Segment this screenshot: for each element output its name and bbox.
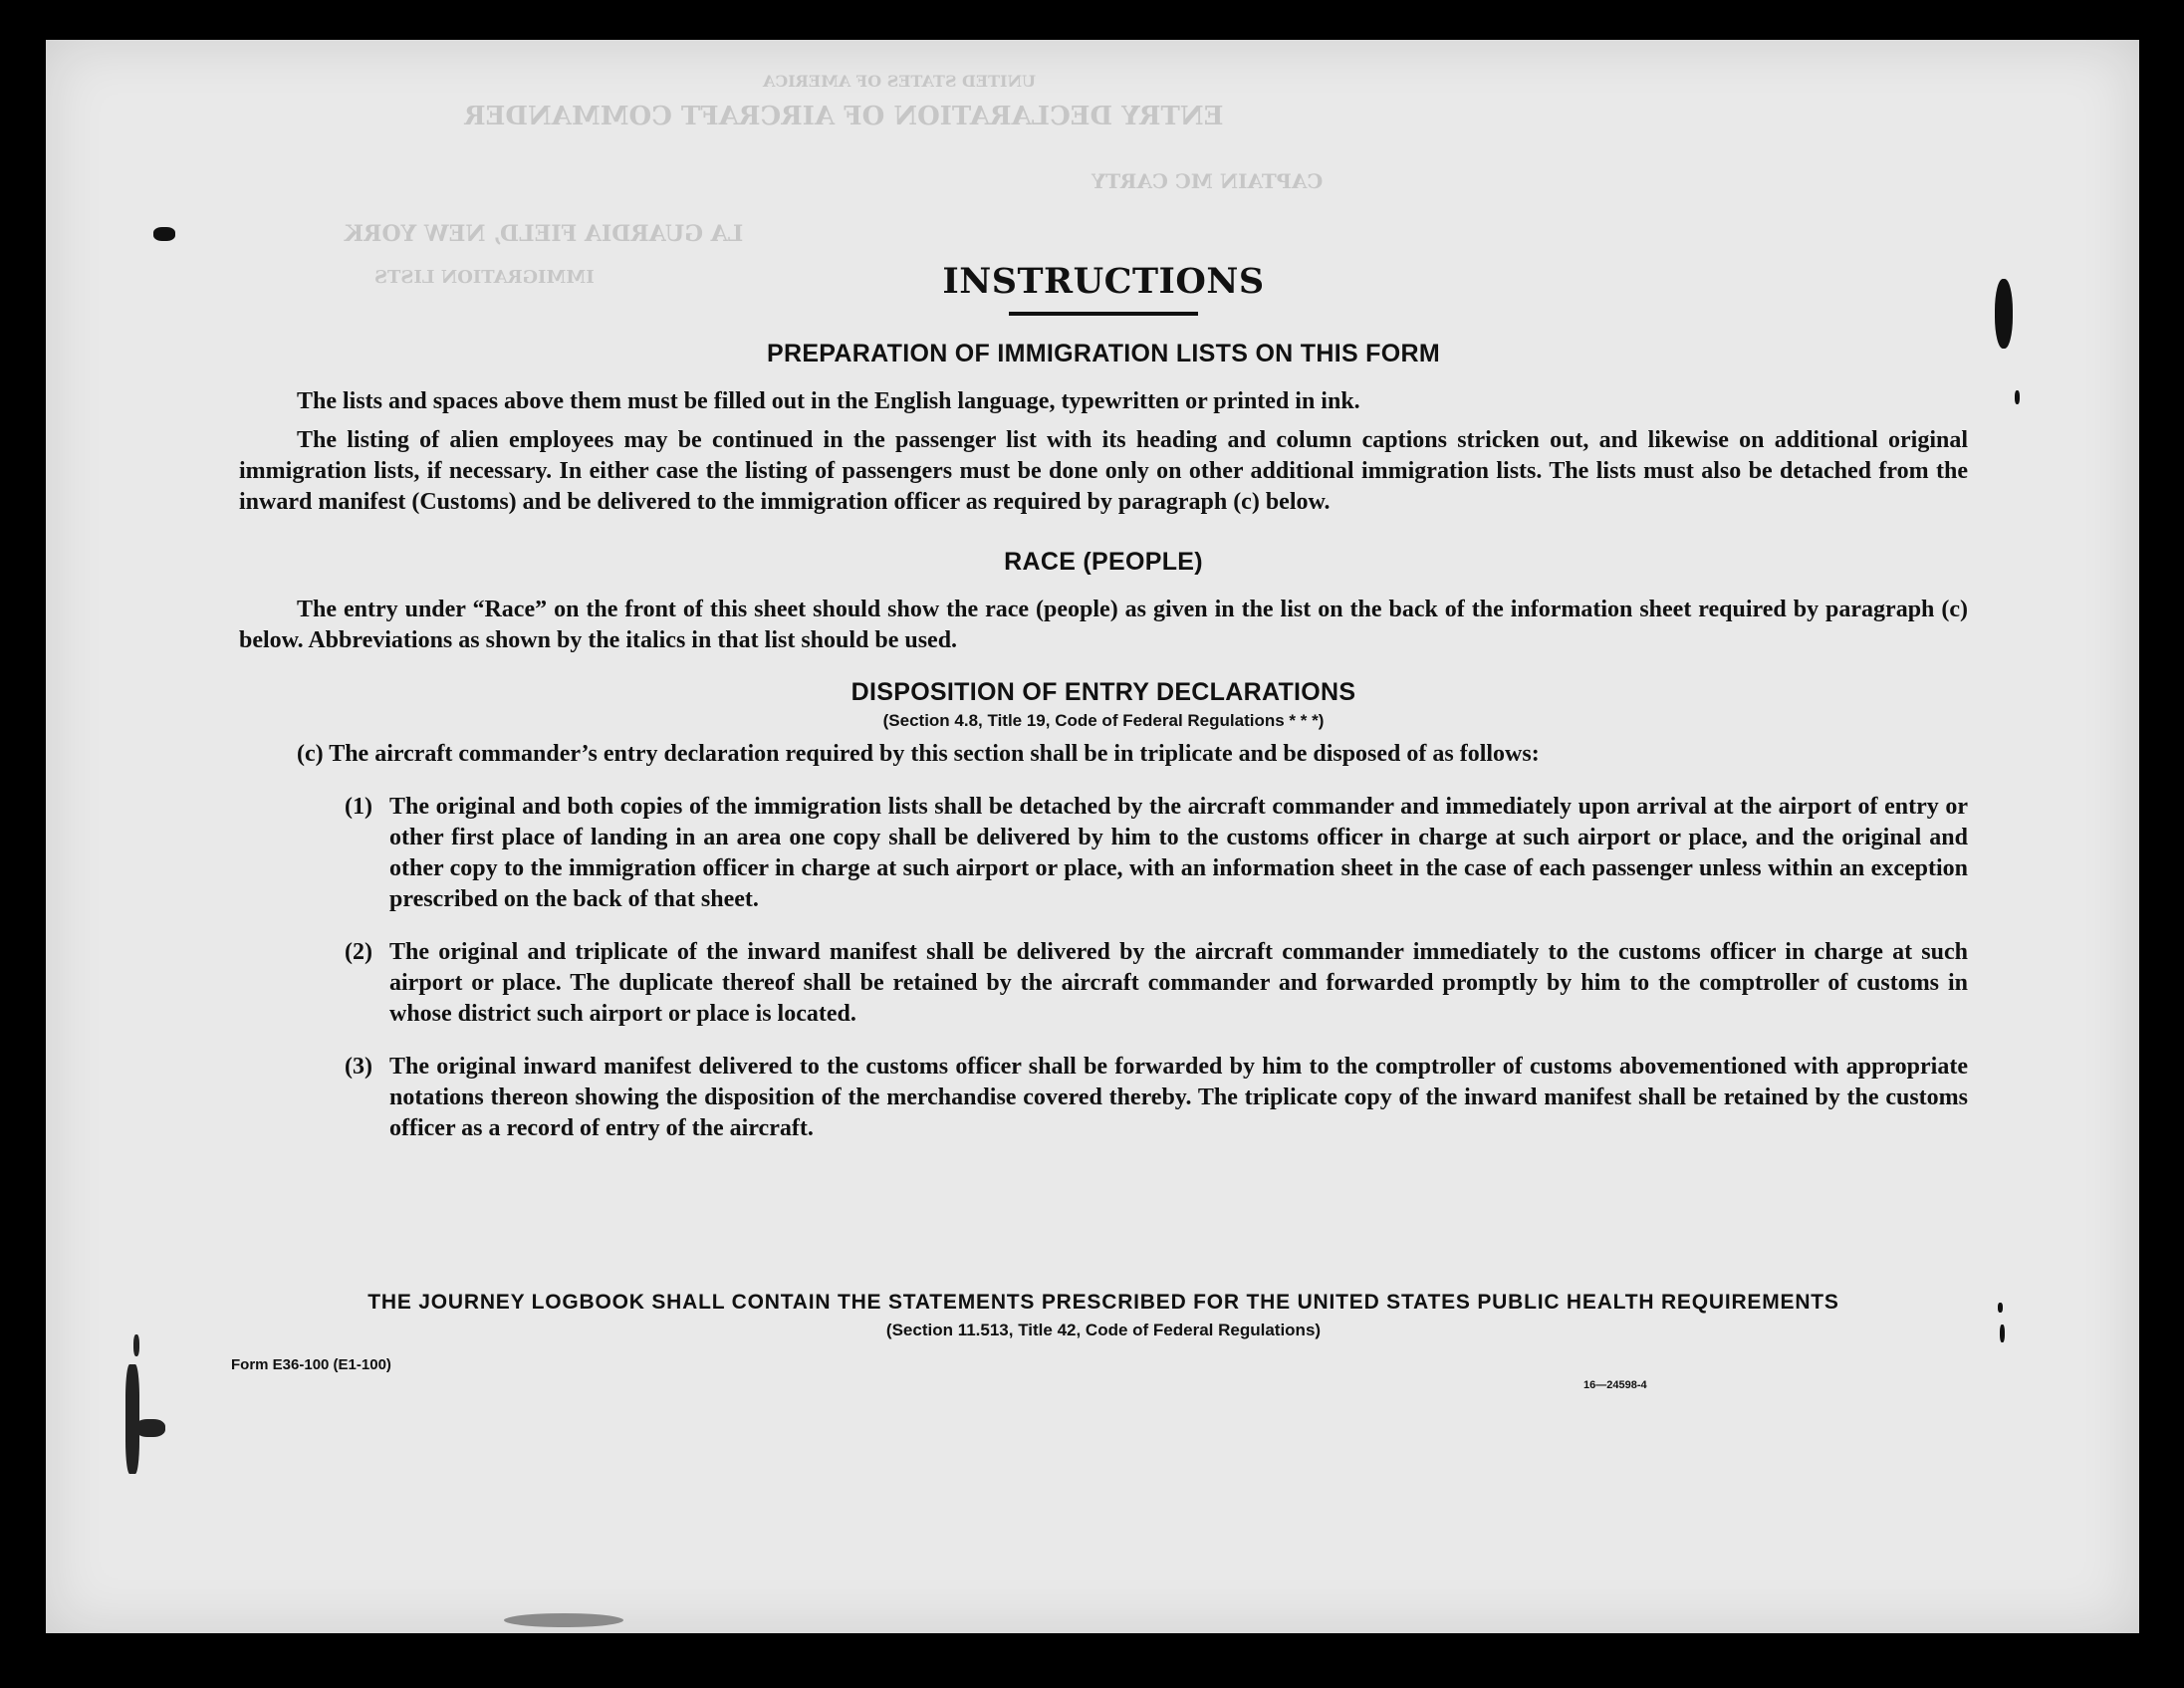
page-title: INSTRUCTIONS [942,261,1265,302]
section-heading-race: RACE (PEOPLE) [1004,548,1203,576]
bleed-through-text: LA GUARDIA FIELD, NEW YORK [345,221,744,247]
ink-speck [1995,279,2013,349]
preparation-paragraph-1: The lists and spaces above them must be filled out in the English language, typewritten or printed in ink. [297,388,1360,414]
list-item [345,792,1968,915]
footer-statement: THE JOURNEY LOGBOOK SHALL CONTAIN THE STATEMENTS PRESCRIBED FOR THE UNITED STATES PUBLIC HEALTH REQUIREMENTS [367,1291,1839,1314]
list-item-number: (3) [345,1054,372,1080]
disposition-paragraph-c: (c) The aircraft commander’s entry declaration required by this section shall be in triplicate and be disposed of as follows: [297,741,1540,767]
list-item-number: (2) [345,939,372,965]
list-item-number: (1) [345,794,372,820]
disposition-citation: (Section 4.8, Title 19, Code of Federal Regulations * * *) [882,711,1325,730]
ink-speck [2000,1325,2005,1342]
bleed-through-text: IMMIGRATION LISTS [374,267,595,288]
footer-citation: (Section 11.513, Title 42, Code of Federal Regulations) [885,1321,1322,1339]
form-number: Form E36-100 (E1-100) [231,1356,391,1373]
list-item [345,937,1968,1030]
bleed-through-text: CAPTAIN MC CARTY [1092,169,1324,193]
ink-speck [133,1334,139,1356]
instructions-body [239,261,1968,1144]
section-heading-preparation: PREPARATION OF IMMIGRATION LISTS ON THIS FORM [767,340,1440,367]
list-item-text: The original and both copies of the immigration lists shall be detached by the aircraft commander and immediately upon arrival at the airport of entry or other first place of landing in an area one copy shall be delivered by him to the customs officer in charge at such airport or place, and the original and other copy to the immigration officer in charge at such airport or place, with an information sheet in the case of each passenger unless within an exception prescribed on the back of that sheet. [389,794,1968,912]
list-item-text: The original and triplicate of the inward manifest shall be delivered by the aircraft commander immediately to the customs officer in charge at such airport or place. The duplicate thereof shall be retained by the aircraft commander and forwarded promptly by him to the comptroller of customs in whose district such airport or place is located. [389,939,1968,1027]
ink-speck [2015,390,2020,404]
preparation-paragraph-2: The listing of alien employees may be continued in the passenger list with its heading and column captions stricken out, and likewise on additional original immigration lists, if necessary. In either case the listing of passengers must be done only on other additional immigration lists. The lists must also be detached from the inward manifest (Customs) and be delivered to the immigration officer as required by paragraph (c) below. [239,427,1968,515]
print-code: 16—24598-4 [1583,1379,1647,1391]
ink-speck [125,1364,139,1474]
race-paragraph: The entry under “Race” on the front of this sheet should show the race (people) as given in the list on the back of the information sheet required by paragraph (c) below. Abbreviations as shown by the italics in that list should be used. [239,597,1968,653]
ink-speck [504,1613,623,1627]
bleed-through-text: ENTRY DECLARATION OF AIRCRAFT COMMANDER [464,102,1224,131]
title-underline [1009,312,1198,316]
section-heading-disposition: DISPOSITION OF ENTRY DECLARATIONS [850,678,1356,706]
list-item-text: The original inward manifest delivered to the customs officer shall be forwarded by him to the comptroller of customs abovementioned with appropriate notations thereon showing the disposition of the merchandise covered thereby. The triplicate copy of the inward manifest shall be retained by the customs officer as a record of entry of the aircraft. [389,1054,1968,1141]
ink-speck [153,227,175,241]
ink-speck [135,1419,165,1437]
bleed-through-text: UNITED STATES OF AMERICA [763,72,1037,91]
list-item [345,1052,1968,1144]
ink-speck [1998,1303,2003,1313]
